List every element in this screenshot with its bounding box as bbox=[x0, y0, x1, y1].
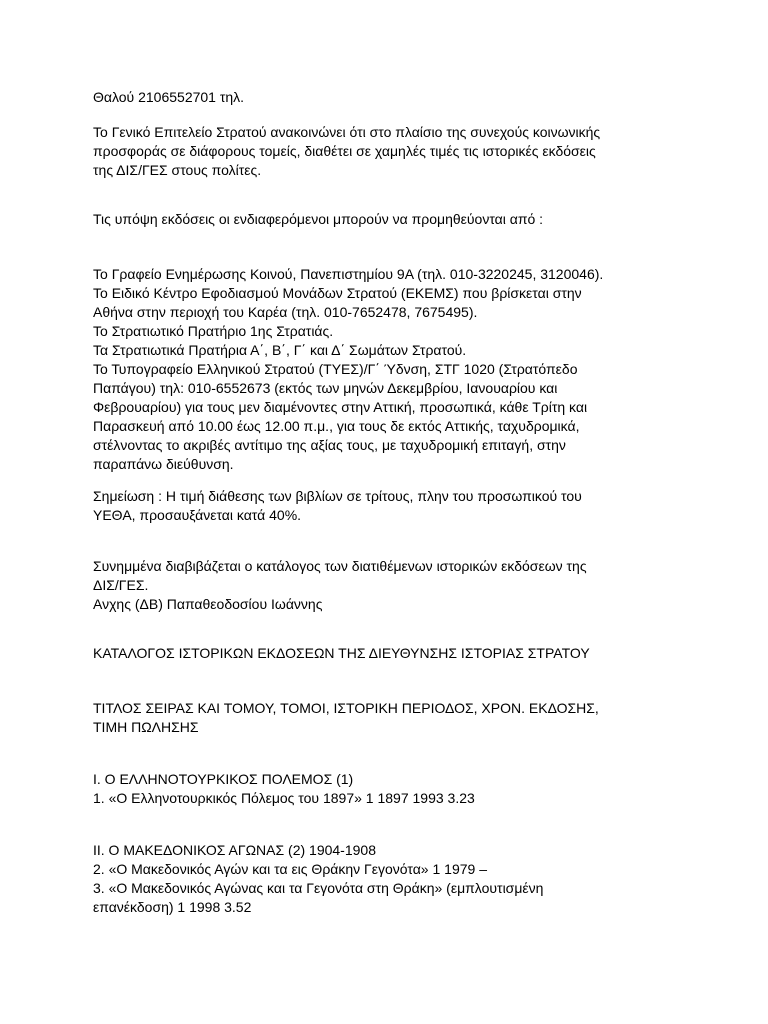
outlet-line-10: στέλνοντας το ακριβές αντίτιμο της αξίας τους, με ταχυδρομική επιταγή, στην bbox=[93, 437, 566, 453]
outlet-line-8: Φεβρουαρίου) για τους μεν διαμένοντες στην Αττική, προσωπικά, κάθε Τρίτη και bbox=[93, 399, 588, 415]
series-2-item-1: 2. «Ο Μακεδονικός Αγών και τα εις Θράκην Γεγονότα» 1 1979 – bbox=[93, 861, 487, 877]
outlet-line-7: Παπάγου) τηλ: 010-6552673 (εκτός των μηνών Δεκεμβρίου, Ιανουαρίου και bbox=[93, 380, 558, 396]
outlet-line-5: Τα Στρατιωτικά Πρατήρια Α΄, Β΄, Γ΄ και Δ΄ Σωμάτων Στρατού. bbox=[93, 342, 467, 358]
outlet-line-6: Το Τυπογραφείο Ελληνικού Στρατού (ΤΥΕΣ)/Γ΄ Ύδνση, ΣΤΓ 1020 (Στρατόπεδο bbox=[93, 361, 578, 377]
outlet-line-3: Αθήνα στην περιοχή του Καρέα (τηλ. 010-7652478, 7675495). bbox=[93, 304, 478, 320]
outlet-line-11: παραπάνω διεύθυνση. bbox=[93, 456, 234, 472]
outlet-line-2: Το Ειδικό Κέντρο Εφοδιασμού Μονάδων Στρατού (ΕΚΕΜΣ) που βρίσκεται στην bbox=[93, 285, 582, 301]
series-2-item-2: 3. «Ο Μακεδονικός Αγώνας και τα Γεγονότα στη Θράκη» (εμπλουτισμένη bbox=[93, 880, 544, 896]
announcement-line-3: της ΔΙΣ/ΓΕΣ στους πολίτες. bbox=[93, 162, 262, 178]
contact-line: Θαλού 2106552701 τηλ. bbox=[93, 89, 245, 105]
signature-line: Ανχης (ΔΒ) Παπαθεοδοσίου Ιωάννης bbox=[93, 596, 323, 612]
catalog-columns-line-1: ΤΙΤΛΟΣ ΣΕΙΡΑΣ ΚΑΙ ΤΟΜΟΥ, ΤΟΜΟΙ, ΙΣΤΟΡΙΚΗ ΠΕΡΙΟΔΟΣ, ΧΡΟΝ. ΕΚΔΟΣΗΣ, bbox=[93, 700, 599, 716]
note-line-1: Σημείωση : Η τιμή διάθεσης των βιβλίων σε τρίτους, πλην του προσωπικού του bbox=[93, 488, 582, 504]
series-2-item-2-cont: επανέκδοση) 1 1998 3.52 bbox=[93, 899, 252, 915]
series-2-heading: ΙΙ. Ο ΜΑΚΕΔΟΝΙΚΟΣ ΑΓΩΝΑΣ (2) 1904-1908 bbox=[93, 842, 376, 858]
note-line-2: ΥΕΘΑ, προσαυξάνεται κατά 40%. bbox=[93, 507, 302, 523]
announcement-line-1: Το Γενικό Επιτελείο Στρατού ανακοινώνει ότι στο πλαίσιο της συνεχούς κοινωνικής bbox=[93, 124, 601, 140]
attachment-line-1: Συνημμένα διαβιβάζεται ο κατάλογος των διατιθέμενων ιστορικών εκδόσεων της bbox=[93, 558, 587, 574]
series-1-heading: Ι. Ο ΕΛΛΗΝΟΤΟΥΡΚΙΚΟΣ ΠΟΛΕΜΟΣ (1) bbox=[93, 771, 354, 787]
availability-intro: Τις υπόψη εκδόσεις οι ενδιαφερόμενοι μπορούν να προμηθεύονται από : bbox=[93, 211, 544, 227]
outlet-line-1: Το Γραφείο Ενημέρωσης Κοινού, Πανεπιστημίου 9Α (τηλ. 010-3220245, 3120046). bbox=[93, 266, 604, 282]
series-1-item-1: 1. «Ο Ελληνοτουρκικός Πόλεμος του 1897» 1 1897 1993 3.23 bbox=[93, 790, 475, 806]
catalog-columns-line-2: ΤΙΜΗ ΠΩΛΗΣΗΣ bbox=[93, 719, 199, 735]
attachment-line-2: ΔΙΣ/ΓΕΣ. bbox=[93, 577, 149, 593]
outlet-line-9: Παρασκευή από 10.00 έως 12.00 π.μ., για τους δε εκτός Αττικής, ταχυδρομικά, bbox=[93, 418, 580, 434]
announcement-line-2: προσφοράς σε διάφορους τομείς, διαθέτει σε χαμηλές τιμές τις ιστορικές εκδόσεις bbox=[93, 143, 596, 159]
catalog-title: ΚΑΤΑΛΟΓΟΣ ΙΣΤΟΡΙΚΩΝ ΕΚΔΟΣΕΩΝ ΤΗΣ ΔΙΕΥΘΥΝΣΗΣ ΙΣΤΟΡΙΑΣ ΣΤΡΑΤΟΥ bbox=[93, 645, 590, 661]
outlet-line-4: Το Στρατιωτικό Πρατήριο 1ης Στρατιάς. bbox=[93, 323, 334, 339]
